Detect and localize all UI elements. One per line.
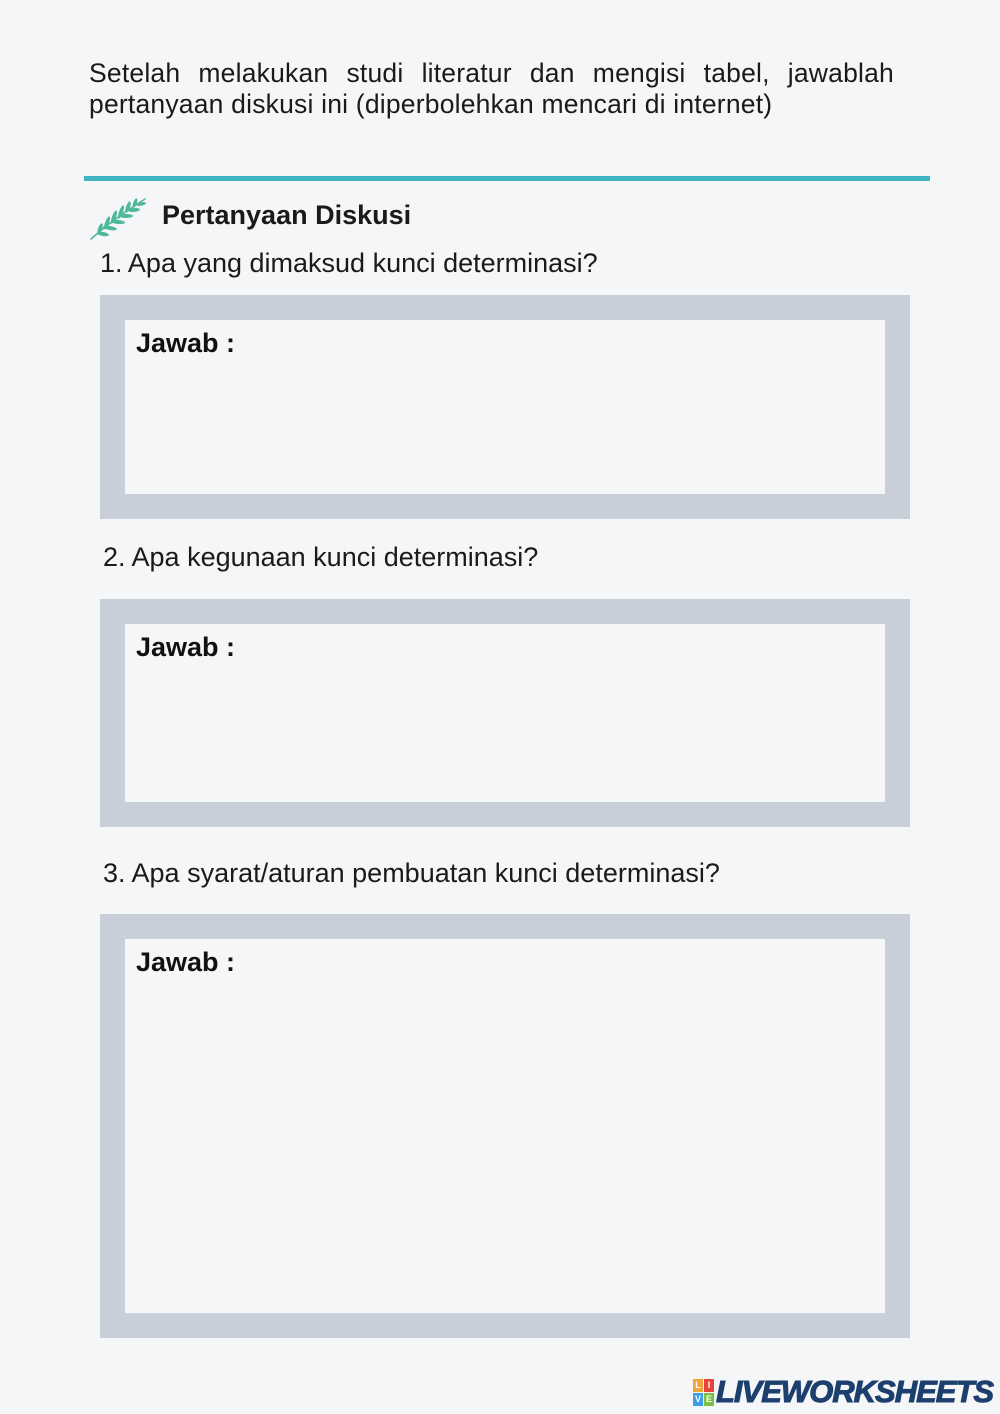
instructions-text: Setelah melakukan studi literatur dan mengisi tabel, jawablah pertanyaan diskusi ini (diperbolehkan mencari di internet) <box>89 58 894 119</box>
question-2: 2. Apa kegunaan kunci determinasi? <box>103 542 539 572</box>
brand-mark-letter: I <box>704 1379 714 1392</box>
brand-mark-letter: E <box>705 1393 712 1404</box>
answer-input-3[interactable] <box>125 939 885 1313</box>
answer-box-1 <box>100 295 910 519</box>
answer-input-2[interactable] <box>125 624 885 802</box>
section-title: Pertanyaan Diskusi <box>162 200 412 230</box>
answer-label-1: Jawab : <box>136 328 236 358</box>
liveworksheets-logo <box>693 1374 993 1410</box>
brand-wordmark: LIVEWORKSHEETS <box>716 1374 994 1409</box>
question-3: 3. Apa syarat/aturan pembuatan kunci determinasi? <box>103 858 720 888</box>
section-divider <box>84 176 930 181</box>
brand-mark-letter: L <box>693 1379 703 1392</box>
answer-box-3 <box>100 914 910 1338</box>
answer-input-1[interactable] <box>125 320 885 494</box>
answer-label-2: Jawab : <box>136 632 236 662</box>
brand-mark-icon <box>693 1379 714 1406</box>
answer-box-2 <box>100 599 910 827</box>
brand-mark-letter: V <box>694 1393 701 1404</box>
leaf-icon <box>88 194 148 242</box>
answer-label-3: Jawab : <box>136 947 236 977</box>
question-1: 1. Apa yang dimaksud kunci determinasi? <box>100 248 598 278</box>
